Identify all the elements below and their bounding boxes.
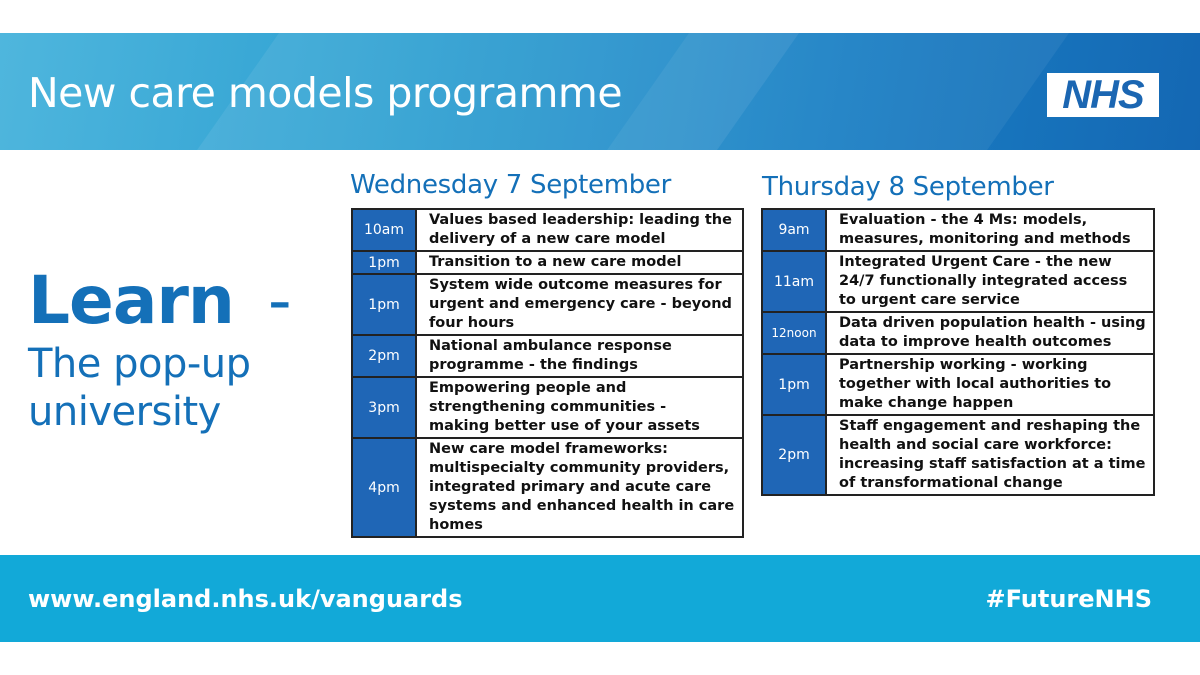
session-title: National ambulance response programme - the findings — [416, 335, 743, 377]
session-time: 12noon — [762, 312, 826, 354]
session-time: 3pm — [352, 377, 416, 438]
session-title: Values based leadership: leading the delivery of a new care model — [416, 209, 743, 251]
page-title: New care models programme — [28, 69, 623, 117]
schedule-table-thursday — [761, 208, 1155, 496]
session-title: Integrated Urgent Care - the new 24/7 functionally integrated access to urgent care service — [826, 251, 1154, 312]
hero-title-text: Learn — [28, 262, 234, 339]
table-row — [352, 209, 743, 251]
session-time: 2pm — [762, 415, 826, 495]
table-row — [762, 209, 1154, 251]
footer-hashtag: #FutureNHS — [985, 585, 1152, 613]
session-title: System wide outcome measures for urgent and emergency care - beyond four hours — [416, 274, 743, 335]
session-time: 1pm — [762, 354, 826, 415]
hero-subtitle: The pop-up university — [28, 341, 251, 435]
table-row — [762, 415, 1154, 495]
table-row — [352, 438, 743, 537]
session-title: Partnership working - working together with local authorities to make change happen — [826, 354, 1154, 415]
session-title-line: Empowering people and strengthening communities - — [429, 380, 667, 415]
day-heading-wednesday: Wednesday 7 September — [350, 170, 672, 200]
table-row — [352, 274, 743, 335]
session-time: 11am — [762, 251, 826, 312]
table-row — [762, 251, 1154, 312]
session-title: New care model frameworks: multispecialty community providers, integrated primary and acute care systems and enhanced health in care homes — [429, 441, 735, 533]
table-row — [352, 251, 743, 274]
nhs-logo: NHS — [1047, 73, 1159, 117]
session-time: 2pm — [352, 335, 416, 377]
footer-banner — [0, 555, 1200, 642]
top-strip — [0, 0, 1200, 33]
header-banner — [0, 33, 1200, 150]
session-title-line: making better use of your assets — [429, 418, 700, 434]
session-time: 9am — [762, 209, 826, 251]
session-time: 1pm — [352, 274, 416, 335]
session-title: Transition to a new care model — [416, 251, 743, 274]
table-row — [762, 312, 1154, 354]
footer-url-link[interactable]: www.england.nhs.uk/vanguards — [28, 585, 463, 613]
day-heading-thursday: Thursday 8 September — [762, 172, 1054, 202]
session-title: Staff engagement and reshaping the health and social care workforce: increasing staff satisfaction at a time of transformational change — [839, 418, 1146, 491]
hero-title — [28, 262, 291, 339]
session-title: Data driven population health - using data to improve health outcomes — [826, 312, 1154, 354]
table-row — [762, 354, 1154, 415]
hero-title-dash: - — [267, 262, 291, 339]
session-time: 10am — [352, 209, 416, 251]
table-row — [352, 335, 743, 377]
session-title — [416, 377, 743, 438]
schedule-table-wednesday — [351, 208, 744, 538]
session-title: Evaluation - the 4 Ms: models, measures, monitoring and methods — [826, 209, 1154, 251]
session-time: 4pm — [352, 438, 416, 537]
session-time: 1pm — [352, 251, 416, 274]
table-row — [352, 377, 743, 438]
